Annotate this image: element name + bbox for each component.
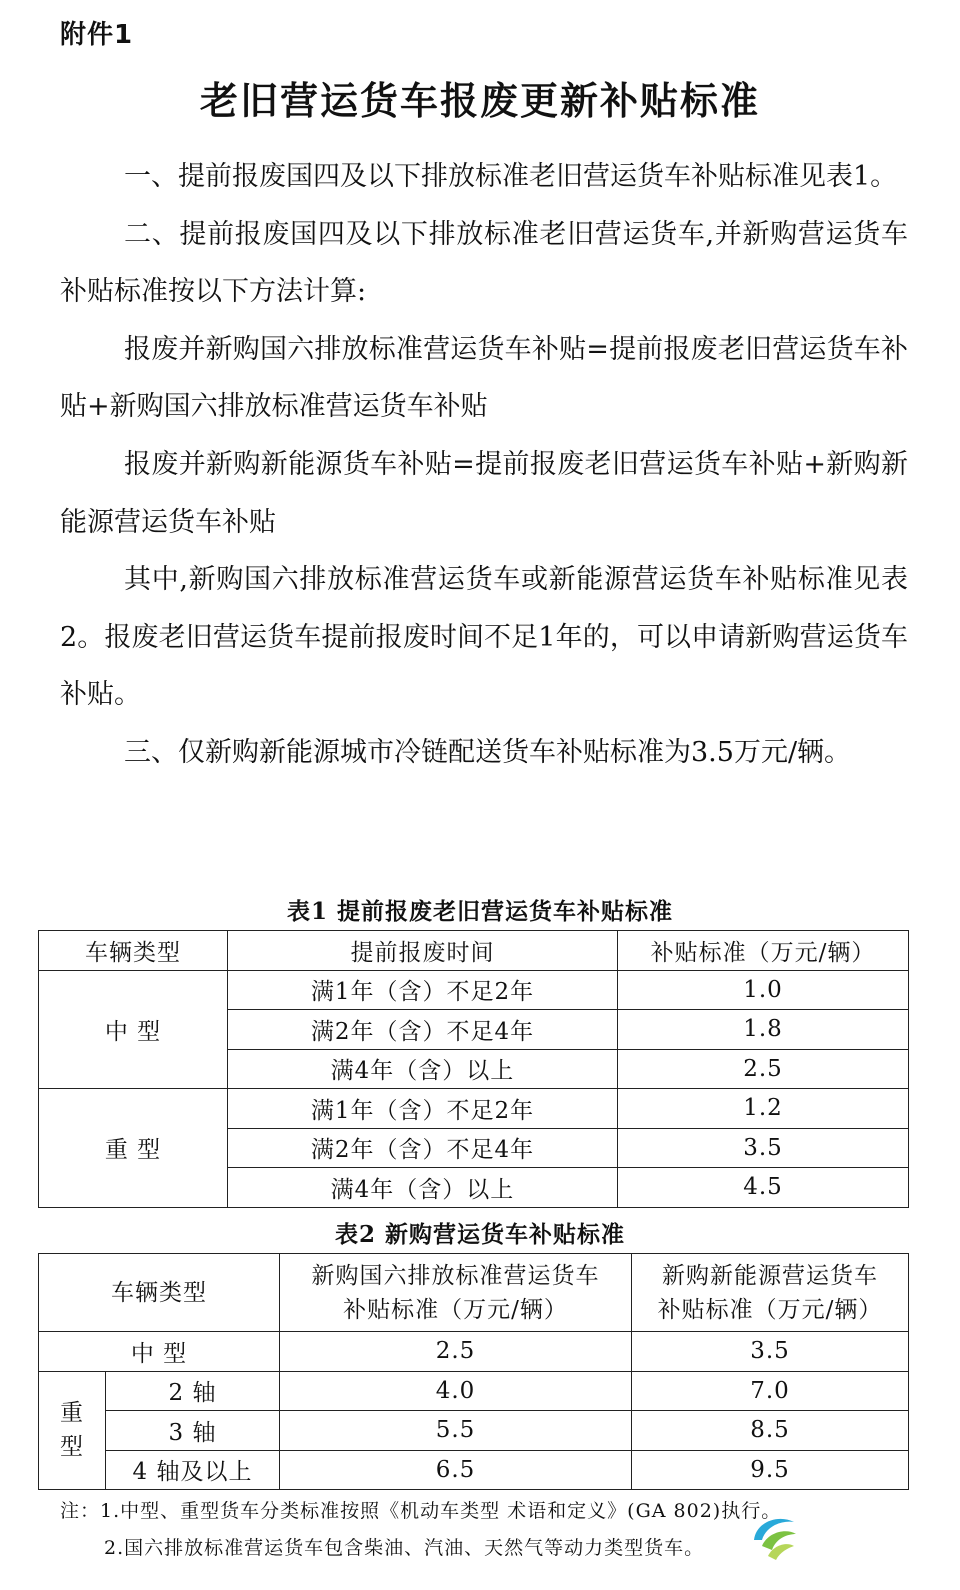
- table2-gb6-value: 6.5: [280, 1450, 632, 1490]
- table-row: [39, 1332, 909, 1372]
- table1-value: 3.5: [618, 1128, 909, 1168]
- table1-header-standard: 补贴标准（万元/辆）: [618, 931, 909, 971]
- paragraph-2: 二、提前报废国四及以下排放标准老旧营运货车,并新购营运货车补贴标准按以下方法计算:: [60, 218, 908, 308]
- table2-heavy-char1: 重: [60, 1400, 84, 1427]
- table1: [38, 930, 909, 1208]
- table2-header-ev-line1: 新购新能源营运货车: [662, 1262, 878, 1289]
- table1-type-medium: 中 型: [39, 970, 228, 1089]
- paragraph-4: 报废并新购新能源货车补贴=提前报废老旧营运货车补贴+新购新能源营运货车补贴: [60, 448, 908, 538]
- table2-ev-value: 8.5: [632, 1411, 909, 1451]
- table1-period: 满1年（含）不足2年: [228, 970, 618, 1010]
- paragraph-3: 报废并新购国六排放标准营运货车补贴=提前报废老旧营运货车补贴+新购国六排放标准营运货车补贴: [60, 333, 908, 423]
- table1-period: 满4年（含）以上: [228, 1168, 618, 1208]
- watermark-logo-icon: [748, 1510, 800, 1562]
- table1-period: 满2年（含）不足4年: [228, 1128, 618, 1168]
- table2-header-ev: [632, 1254, 909, 1332]
- table2-gb6-value: 5.5: [280, 1411, 632, 1451]
- table-row: [39, 970, 909, 1010]
- table2: [38, 1253, 909, 1490]
- table2-header-gb6-line1: 新购国六排放标准营运货车: [311, 1262, 600, 1289]
- table1-value: 1.2: [618, 1089, 909, 1129]
- paragraph-5: 其中,新购国六排放标准营运货车或新能源营运货车补贴标准见表2。报废老旧营运货车提前报废时间不足1年的，可以申请新购营运货车补贴。: [60, 564, 908, 711]
- document-title: 老旧营运货车报废更新补贴标准: [199, 78, 760, 123]
- table2-type-medium: 中 型: [39, 1332, 280, 1372]
- paragraph-6: 三、仅新购新能源城市冷链配送货车补贴标准为3.5万元/辆。: [124, 736, 852, 768]
- table1-header-type: 车辆类型: [39, 931, 228, 971]
- body-text: [60, 148, 908, 782]
- table1-value: 1.8: [618, 1010, 909, 1050]
- paragraph-1: 一、提前报废国四及以下排放标准老旧营运货车补贴标准见表1。: [124, 161, 898, 192]
- table2-caption: 表2 新购营运货车补贴标准: [334, 1221, 625, 1248]
- table1-header-period: 提前报废时间: [228, 931, 618, 971]
- table1-header-row: [39, 931, 909, 971]
- table-row: [39, 1089, 909, 1129]
- table2-heavy-char2: 型: [60, 1434, 84, 1461]
- table2-axle: 4 轴及以上: [106, 1450, 280, 1490]
- table2-axle: 3 轴: [106, 1411, 280, 1451]
- table2-gb6-value: 4.0: [280, 1371, 632, 1411]
- table1-caption: 表1 提前报废老旧营运货车补贴标准: [286, 898, 673, 925]
- note-1: 注：1.中型、重型货车分类标准按照《机动车类型 术语和定义》(GA 802)执行。: [60, 1500, 782, 1522]
- attachment-label: 附件1: [60, 20, 134, 50]
- note-2: 2.国六排放标准营运货车包含柴油、汽油、天然气等动力类型货车。: [104, 1537, 705, 1559]
- table-row: [39, 1411, 909, 1451]
- table2-header-row: [39, 1254, 909, 1332]
- table1-value: 1.0: [618, 970, 909, 1010]
- table1-type-heavy: 重 型: [39, 1089, 228, 1208]
- table2-ev-value: 3.5: [632, 1332, 909, 1372]
- table2-ev-value: 7.0: [632, 1371, 909, 1411]
- table2-header-type: 车辆类型: [39, 1254, 280, 1332]
- table2-header-gb6: [280, 1254, 632, 1332]
- table1-value: 4.5: [618, 1168, 909, 1208]
- table2-header-gb6-line2: 补贴标准（万元/辆）: [343, 1296, 568, 1323]
- table1-period: 满4年（含）以上: [228, 1049, 618, 1089]
- table2-axle: 2 轴: [106, 1371, 280, 1411]
- table2-header-ev-line2: 补贴标准（万元/辆）: [657, 1296, 883, 1323]
- table1-period: 满2年（含）不足4年: [228, 1010, 618, 1050]
- table2-type-heavy: [39, 1371, 106, 1490]
- table-row: [39, 1450, 909, 1490]
- table2-ev-value: 9.5: [632, 1450, 909, 1490]
- table1-period: 满1年（含）不足2年: [228, 1089, 618, 1129]
- table1-value: 2.5: [618, 1049, 909, 1089]
- table-row: [39, 1371, 909, 1411]
- table2-gb6-value: 2.5: [280, 1332, 632, 1372]
